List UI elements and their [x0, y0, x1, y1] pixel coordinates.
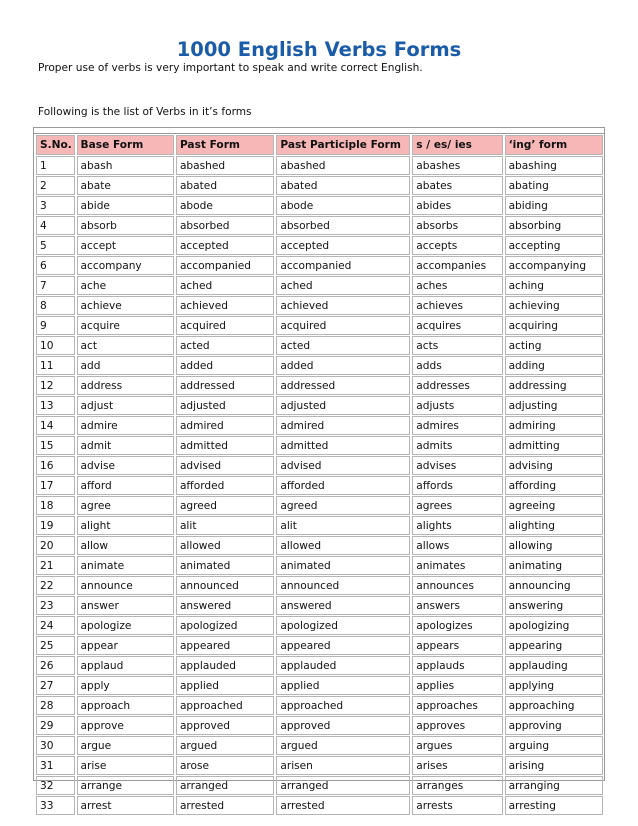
table-cell: 25 — [36, 636, 75, 655]
table-cell: admires — [412, 416, 502, 435]
table-cell: adjusts — [412, 396, 502, 415]
table-cell: advised — [176, 456, 274, 475]
table-cell: accompanied — [176, 256, 274, 275]
table-cell: afforded — [276, 476, 410, 495]
table-row — [36, 356, 603, 375]
table-cell: appearing — [505, 636, 603, 655]
table-cell: 7 — [36, 276, 75, 295]
header-s-es-ies: s / es/ ies — [412, 135, 502, 155]
table-cell: 17 — [36, 476, 75, 495]
table-cell: acted — [176, 336, 274, 355]
table-cell: 32 — [36, 776, 75, 795]
table-cell: afforded — [176, 476, 274, 495]
table-cell: answering — [505, 596, 603, 615]
table-cell: admired — [176, 416, 274, 435]
table-cell: addresses — [412, 376, 502, 395]
table-cell: alighting — [505, 516, 603, 535]
table-cell: arises — [412, 756, 502, 775]
table-cell: agreed — [276, 496, 410, 515]
verbs-table — [34, 134, 605, 816]
table-cell: adds — [412, 356, 502, 375]
table-row — [36, 656, 603, 675]
table-cell: agreed — [176, 496, 274, 515]
table-cell: ache — [77, 276, 174, 295]
table-cell: act — [77, 336, 174, 355]
table-cell: approves — [412, 716, 502, 735]
page-title: 1000 English Verbs Forms — [176, 38, 462, 61]
table-cell: abides — [412, 196, 502, 215]
table-cell: 1 — [36, 156, 75, 175]
table-cell: applied — [176, 676, 274, 695]
table-cell: absorbs — [412, 216, 502, 235]
table-cell: allowed — [176, 536, 274, 555]
table-cell: applauded — [276, 656, 410, 675]
table-cell: 11 — [36, 356, 75, 375]
table-cell: 31 — [36, 756, 75, 775]
table-cell: animates — [412, 556, 502, 575]
table-cell: acts — [412, 336, 502, 355]
table-cell: approve — [77, 716, 174, 735]
table-cell: alight — [77, 516, 174, 535]
table-cell: abashing — [505, 156, 603, 175]
table-cell: abash — [77, 156, 174, 175]
table-cell: adjusting — [505, 396, 603, 415]
table-cell: admitting — [505, 436, 603, 455]
table-row — [36, 756, 603, 775]
table-row — [36, 716, 603, 735]
table-cell: 9 — [36, 316, 75, 335]
table-row — [36, 676, 603, 695]
table-cell: apologized — [276, 616, 410, 635]
table-cell: 26 — [36, 656, 75, 675]
table-cell: abates — [412, 176, 502, 195]
table-cell: achieving — [505, 296, 603, 315]
table-cell: 20 — [36, 536, 75, 555]
table-cell: address — [77, 376, 174, 395]
table-row — [36, 316, 603, 335]
table-cell: arrange — [77, 776, 174, 795]
table-cell: allow — [77, 536, 174, 555]
table-cell: addressed — [276, 376, 410, 395]
table-row — [36, 576, 603, 595]
table-cell: absorbed — [176, 216, 274, 235]
table-cell: 18 — [36, 496, 75, 515]
table-cell: arrests — [412, 796, 502, 815]
table-row — [36, 696, 603, 715]
table-cell: applaud — [77, 656, 174, 675]
table-cell: abode — [176, 196, 274, 215]
table-cell: acquiring — [505, 316, 603, 335]
table-cell: arisen — [276, 756, 410, 775]
table-row — [36, 216, 603, 235]
table-cell: applauding — [505, 656, 603, 675]
table-cell: accompany — [77, 256, 174, 275]
table-cell: applauded — [176, 656, 274, 675]
table-cell: argued — [176, 736, 274, 755]
table-row — [36, 156, 603, 175]
table-cell: abode — [276, 196, 410, 215]
table-row — [36, 796, 603, 815]
table-row — [36, 376, 603, 395]
table-cell: answered — [276, 596, 410, 615]
table-cell: allows — [412, 536, 502, 555]
table-cell: arrest — [77, 796, 174, 815]
table-cell: 29 — [36, 716, 75, 735]
table-cell: admit — [77, 436, 174, 455]
table-cell: announces — [412, 576, 502, 595]
table-cell: argues — [412, 736, 502, 755]
table-row — [36, 196, 603, 215]
table-cell: affords — [412, 476, 502, 495]
table-cell: abiding — [505, 196, 603, 215]
table-cell: arising — [505, 756, 603, 775]
table-cell: accompanied — [276, 256, 410, 275]
table-row — [36, 436, 603, 455]
table-cell: accepts — [412, 236, 502, 255]
table-cell: abide — [77, 196, 174, 215]
table-cell: afford — [77, 476, 174, 495]
table-row — [36, 256, 603, 275]
table-cell: acting — [505, 336, 603, 355]
table-cell: admired — [276, 416, 410, 435]
table-cell: abashed — [276, 156, 410, 175]
header-ing-form: ‘ing’ form — [505, 135, 603, 155]
table-row — [36, 336, 603, 355]
table-row — [36, 456, 603, 475]
table-cell: answers — [412, 596, 502, 615]
table-cell: abated — [176, 176, 274, 195]
table-cell: adjusted — [276, 396, 410, 415]
table-cell: agree — [77, 496, 174, 515]
table-row — [36, 276, 603, 295]
table-cell: aching — [505, 276, 603, 295]
table-cell: achieves — [412, 296, 502, 315]
table-cell: alights — [412, 516, 502, 535]
table-header-row — [36, 135, 603, 155]
table-cell: 27 — [36, 676, 75, 695]
table-cell: animated — [276, 556, 410, 575]
table-row — [36, 516, 603, 535]
table-cell: 19 — [36, 516, 75, 535]
table-cell: ached — [176, 276, 274, 295]
table-cell: 28 — [36, 696, 75, 715]
table-cell: 8 — [36, 296, 75, 315]
table-cell: animate — [77, 556, 174, 575]
table-cell: arose — [176, 756, 274, 775]
table-row — [36, 536, 603, 555]
table-cell: accepted — [276, 236, 410, 255]
table-cell: 4 — [36, 216, 75, 235]
table-cell: answered — [176, 596, 274, 615]
table-cell: advising — [505, 456, 603, 475]
table-cell: 16 — [36, 456, 75, 475]
table-cell: 33 — [36, 796, 75, 815]
table-cell: applying — [505, 676, 603, 695]
table-cell: acquire — [77, 316, 174, 335]
table-cell: arranges — [412, 776, 502, 795]
table-cell: 12 — [36, 376, 75, 395]
subtitle: Proper use of verbs is very important to speak and write correct English. — [38, 62, 423, 74]
table-cell: 6 — [36, 256, 75, 275]
table-row — [36, 236, 603, 255]
table-cell: 10 — [36, 336, 75, 355]
table-row — [36, 736, 603, 755]
table-cell: absorb — [77, 216, 174, 235]
table-cell: 5 — [36, 236, 75, 255]
table-cell: achieve — [77, 296, 174, 315]
table-row — [36, 476, 603, 495]
table-cell: alit — [176, 516, 274, 535]
table-cell: admitted — [176, 436, 274, 455]
table-cell: achieved — [176, 296, 274, 315]
table-cell: abating — [505, 176, 603, 195]
header-past-participle: Past Participle Form — [276, 135, 410, 155]
table-cell: advise — [77, 456, 174, 475]
table-cell: alit — [276, 516, 410, 535]
table-cell: 30 — [36, 736, 75, 755]
table-cell: arranged — [176, 776, 274, 795]
table-cell: approached — [176, 696, 274, 715]
table-row — [36, 596, 603, 615]
table-cell: achieved — [276, 296, 410, 315]
table-cell: 22 — [36, 576, 75, 595]
table-cell: arise — [77, 756, 174, 775]
table-row — [36, 176, 603, 195]
table-cell: adjust — [77, 396, 174, 415]
table-cell: approving — [505, 716, 603, 735]
table-cell: arrested — [276, 796, 410, 815]
table-cell: abashed — [176, 156, 274, 175]
table-cell: appears — [412, 636, 502, 655]
table-cell: applauds — [412, 656, 502, 675]
table-cell: admitted — [276, 436, 410, 455]
table-cell: accompanying — [505, 256, 603, 275]
table-cell: apply — [77, 676, 174, 695]
table-cell: adding — [505, 356, 603, 375]
table-cell: affording — [505, 476, 603, 495]
table-cell: aches — [412, 276, 502, 295]
table-cell: approved — [276, 716, 410, 735]
table-cell: absorbed — [276, 216, 410, 235]
table-cell: agrees — [412, 496, 502, 515]
table-cell: absorbing — [505, 216, 603, 235]
table-cell: acquired — [176, 316, 274, 335]
table-cell: answer — [77, 596, 174, 615]
table-cell: announce — [77, 576, 174, 595]
table-row — [36, 636, 603, 655]
table-cell: 21 — [36, 556, 75, 575]
table-cell: addressed — [176, 376, 274, 395]
table-cell: applied — [276, 676, 410, 695]
table-cell: 14 — [36, 416, 75, 435]
table-cell: admits — [412, 436, 502, 455]
table-cell: 3 — [36, 196, 75, 215]
table-cell: approved — [176, 716, 274, 735]
table-cell: accept — [77, 236, 174, 255]
table-cell: agreeing — [505, 496, 603, 515]
table-row — [36, 616, 603, 635]
table-cell: abate — [77, 176, 174, 195]
table-cell: approaching — [505, 696, 603, 715]
table-cell: announced — [176, 576, 274, 595]
table-cell: acted — [276, 336, 410, 355]
table-cell: ached — [276, 276, 410, 295]
table-cell: announcing — [505, 576, 603, 595]
header-base-form: Base Form — [77, 135, 174, 155]
table-cell: allowed — [276, 536, 410, 555]
table-cell: add — [77, 356, 174, 375]
table-cell: 24 — [36, 616, 75, 635]
table-cell: animated — [176, 556, 274, 575]
table-cell: appear — [77, 636, 174, 655]
table-cell: arranged — [276, 776, 410, 795]
table-cell: added — [276, 356, 410, 375]
table-cell: 2 — [36, 176, 75, 195]
table-row — [36, 416, 603, 435]
header-past-form: Past Form — [176, 135, 274, 155]
table-cell: appeared — [176, 636, 274, 655]
table-cell: apologize — [77, 616, 174, 635]
table-row — [36, 396, 603, 415]
table-cell: apologized — [176, 616, 274, 635]
table-cell: admiring — [505, 416, 603, 435]
table-row — [36, 296, 603, 315]
table-cell: arresting — [505, 796, 603, 815]
table-cell: allowing — [505, 536, 603, 555]
table-cell: adjusted — [176, 396, 274, 415]
table-cell: applies — [412, 676, 502, 695]
table-cell: approaches — [412, 696, 502, 715]
table-cell: appeared — [276, 636, 410, 655]
table-cell: accepting — [505, 236, 603, 255]
table-cell: accepted — [176, 236, 274, 255]
table-cell: animating — [505, 556, 603, 575]
table-row — [36, 776, 603, 795]
table-row — [36, 556, 603, 575]
table-cell: admire — [77, 416, 174, 435]
table-cell: arguing — [505, 736, 603, 755]
table-cell: acquired — [276, 316, 410, 335]
intro-text: Following is the list of Verbs in it’s forms — [38, 106, 252, 118]
table-cell: 23 — [36, 596, 75, 615]
table-cell: arranging — [505, 776, 603, 795]
table-row — [36, 496, 603, 515]
table-cell: acquires — [412, 316, 502, 335]
table-cell: approached — [276, 696, 410, 715]
table-body — [36, 156, 603, 815]
table-cell: abashes — [412, 156, 502, 175]
table-cell: apologizes — [412, 616, 502, 635]
table-cell: argue — [77, 736, 174, 755]
table-cell: announced — [276, 576, 410, 595]
table-cell: addressing — [505, 376, 603, 395]
table-cell: 15 — [36, 436, 75, 455]
table-cell: added — [176, 356, 274, 375]
table-cell: advised — [276, 456, 410, 475]
table-cell: 13 — [36, 396, 75, 415]
table-cell: arrested — [176, 796, 274, 815]
table-cell: accompanies — [412, 256, 502, 275]
table-cell: argued — [276, 736, 410, 755]
table-cell: approach — [77, 696, 174, 715]
table-cell: apologizing — [505, 616, 603, 635]
header-sno: S.No. — [36, 135, 75, 155]
table-cell: advises — [412, 456, 502, 475]
table-cell: abated — [276, 176, 410, 195]
